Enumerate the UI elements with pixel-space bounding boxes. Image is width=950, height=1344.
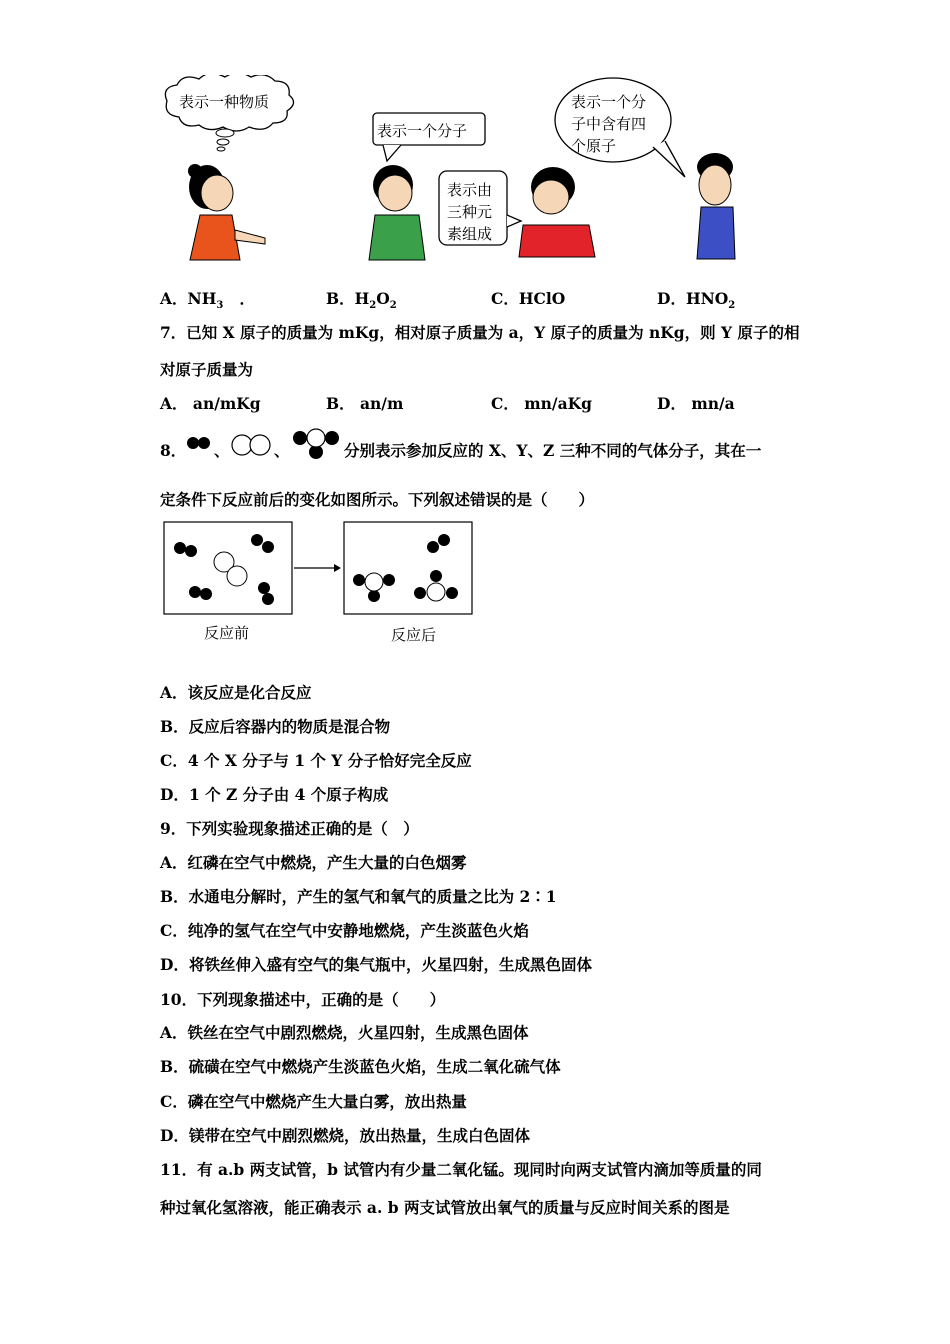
q6-option-a: A．$NH_3$ ． xyxy=(160,289,256,312)
q7-stem-line-2: 对原子质量为 xyxy=(160,360,254,379)
bubble-4-line-3: 个原子 xyxy=(571,137,617,155)
q8-option-c: C．4 个 X 分子与 1 个 Y 分子恰好完全反应 xyxy=(160,751,472,770)
q8-separator-2: 、 xyxy=(274,441,290,460)
q7-option-d: D． mn/a xyxy=(657,394,735,413)
girl-figure-icon xyxy=(188,164,265,260)
q11-stem-line-2: 种过氧化氢溶液，能正确表示 a. b 两支试管放出氧气的质量与反应时间关系的图是 xyxy=(160,1198,730,1217)
q8-stem-line-2: 定条件下反应前后的变化如图所示。下列叙述错误的是（ ） xyxy=(160,490,595,509)
bubble-3-line-3: 素组成 xyxy=(447,225,493,243)
molecule-z-icon xyxy=(292,426,340,460)
before-label: 反应前 xyxy=(204,624,250,642)
q7-option-c: C． mn/aKg xyxy=(491,394,592,413)
q7-option-a: A． an/mKg xyxy=(160,394,261,413)
q6-option-c: C．HClO xyxy=(491,289,566,308)
bubble-2-text: 表示一个分子 xyxy=(377,122,468,140)
q8-number: 8． xyxy=(160,441,187,460)
q7-option-b: B． an/m xyxy=(326,394,404,413)
thought-cloud-icon xyxy=(165,75,293,151)
q11-stem-line-1: 11．有 a.b 两支试管，b 试管内有少量二氧化锰。现同时向两支试管内滴加等质量的同 xyxy=(160,1160,762,1179)
boy-green-figure-icon xyxy=(369,165,425,260)
q8-option-a: A．该反应是化合反应 xyxy=(160,683,312,702)
q10-option-a: A．铁丝在空气中剧烈燃烧，火星四射，生成黑色固体 xyxy=(160,1023,529,1042)
after-label: 反应后 xyxy=(391,626,437,644)
bubble-3-line-2: 三种元 xyxy=(447,203,493,221)
molecule-y-icon xyxy=(230,432,274,458)
boy-red-figure-icon xyxy=(519,167,595,257)
q8-separator-1: 、 xyxy=(214,441,230,460)
q9-stem: 9．下列实验现象描述正确的是（ ） xyxy=(160,819,419,838)
q10-option-b: B．硫磺在空气中燃烧产生淡蓝色火焰，生成二氧化硫气体 xyxy=(160,1057,561,1076)
after-box xyxy=(344,522,472,614)
reaction-arrow-icon xyxy=(334,564,341,572)
q9-option-a: A．红磷在空气中燃烧，产生大量的白色烟雾 xyxy=(160,853,467,872)
q10-option-d: D．镁带在空气中剧烈燃烧，放出热量，生成白色固体 xyxy=(160,1126,530,1145)
q9-option-b: B．水通电分解时，产生的氢气和氧气的质量之比为 2∶1 xyxy=(160,887,557,906)
molecule-x-icon xyxy=(186,435,214,451)
bubble-1-text: 表示一种物质 xyxy=(179,93,270,111)
q6-option-d: D．$HNO_2$ xyxy=(657,289,736,312)
bubble-4-line-1: 表示一个分 xyxy=(571,93,647,111)
q9-option-c: C．纯净的氢气在空气中安静地燃烧，产生淡蓝色火焰 xyxy=(160,921,529,940)
speech-figure xyxy=(155,75,755,275)
q6-option-b: B．$H_2O_2$ xyxy=(326,289,397,312)
q10-stem: 10．下列现象描述中，正确的是（ ） xyxy=(160,990,446,1009)
q9-option-d: D．将铁丝伸入盛有空气的集气瓶中，火星四射，生成黑色固体 xyxy=(160,955,592,974)
q8-option-b: B．反应后容器内的物质是混合物 xyxy=(160,717,391,736)
q7-stem-line-1: 7．已知 X 原子的质量为 mKg，相对原子质量为 a，Y 原子的质量为 nKg，则 Y 原子的相 xyxy=(160,323,800,342)
bubble-4-line-2: 子中含有四 xyxy=(571,115,647,133)
man-blue-figure-icon xyxy=(697,153,735,259)
q10-option-c: C．磷在空气中燃烧产生大量白雾，放出热量 xyxy=(160,1092,467,1111)
q8-option-d: D．1 个 Z 分子由 4 个原子构成 xyxy=(160,785,389,804)
q8-stem-line-1: 分别表示参加反应的 X、Y、Z 三种不同的气体分子，其在一 xyxy=(344,441,762,460)
reaction-diagram xyxy=(162,520,482,620)
bubble-3-line-1: 表示由 xyxy=(447,181,493,199)
